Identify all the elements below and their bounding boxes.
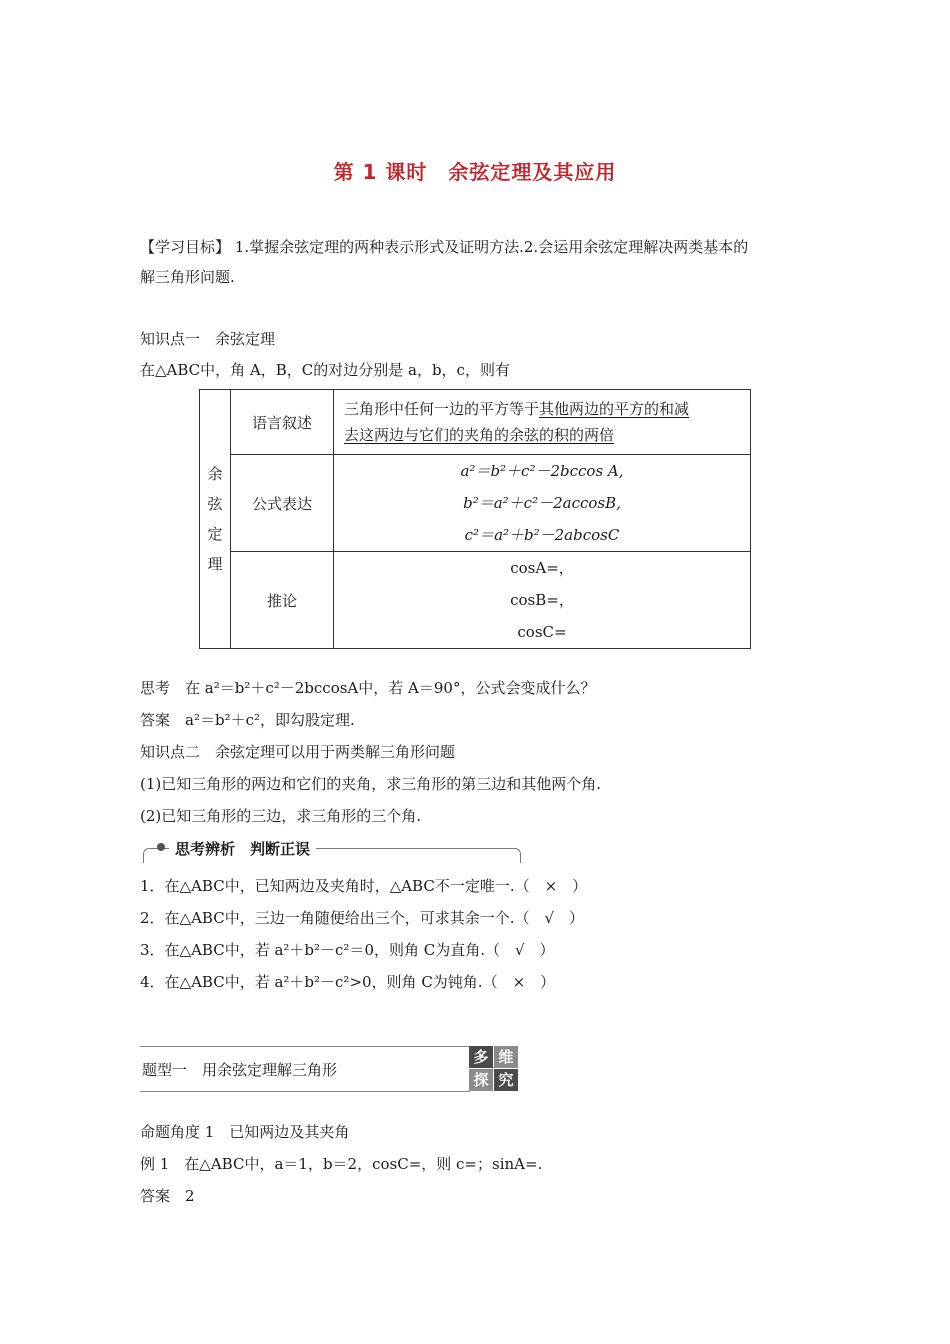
objective-text-2: 解三角形问题. [140,268,235,286]
objective-label: 【学习目标】 [140,238,231,256]
verbal-underlined-1: 其他两边的平方的和减 [539,400,690,418]
bullet-icon [157,843,165,851]
row-head-formula: 公式表达 [231,455,334,552]
verbal-plain: 三角形中任何一边的平方等于 [344,400,540,418]
answer-1: 答案 2 [140,1187,195,1205]
side-char: 定 [207,525,223,543]
page-title: 第 1 课时 余弦定理及其应用 [333,160,617,184]
objective-line-1 [140,237,748,257]
cos-a: cosA=， [510,559,574,577]
cosine-law-table [199,389,751,649]
think-answer: 答案 a²＝b²＋c²，即勾股定理. [140,711,355,729]
badge-char: 多 [469,1046,493,1068]
kp1-intro: 在△ABC中，角 A，B，C的对边分别是 a，b，c，则有 [140,361,510,379]
cos-c: cosC= [517,623,567,641]
side-char: 弦 [207,495,223,513]
section-header [140,1046,470,1092]
kp2-heading: 知识点二 余弦定理可以用于两类解三角形问题 [140,743,456,761]
badge-char: 探 [469,1069,493,1091]
formula-a: a²＝b²＋c²－2bccos A, [460,462,624,480]
judge-item-1: 1．在△ABC中，已知两边及夹角时，△ABC不一定唯一.（ × ） [140,877,588,895]
corollary-cell [334,552,751,649]
formula-cell [334,455,751,552]
side-char: 理 [207,555,223,573]
banner-label: 思考辨析 判断正误 [169,838,316,859]
judge-item-3: 3．在△ABC中，若 a²＋b²－c²＝0，则角 C为直角.（ √ ） [140,941,555,959]
row-head-corollary: 推论 [231,552,334,649]
objective-text-1: 1.掌握余弦定理的两种表示形式及证明方法.2.会运用余弦定理解决两类基本的 [234,238,749,256]
kp2-item-1: (1)已知三角形的两边和它们的夹角，求三角形的第三边和其他两个角. [140,775,602,793]
row-head-verbal: 语言叙述 [231,390,334,455]
judge-item-4: 4．在△ABC中，若 a²＋b²－c²>0，则角 C为钝角.（ × ） [140,973,556,991]
section-title: 题型一 用余弦定理解三角形 [142,1061,338,1079]
formula-b: b²＝a²＋c²－2accosB, [463,494,621,512]
think-question: 思考 在 a²＝b²＋c²－2bccosA中，若 A＝90°，公式会变成什么？ [140,679,596,697]
judge-item-2: 2．在△ABC中，三边一角随便给出三个，可求其余一个.（ √ ） [140,909,585,927]
badge-char: 维 [494,1046,518,1068]
kp1-heading: 知识点一 余弦定理 [140,330,276,348]
example-1: 例 1 在△ABC中，a＝1，b＝2，cosC=，则 c=；sinA=. [140,1155,543,1173]
multi-dim-badge [469,1046,519,1092]
cos-b: cosB=， [510,591,574,609]
kp2-item-2: (2)已知三角形的三边，求三角形的三个角. [140,807,422,825]
badge-char: 究 [494,1069,518,1091]
think-judge-banner [143,838,521,862]
table-side-label [200,390,231,649]
angle-heading: 命题角度 1 已知两边及其夹角 [140,1123,350,1141]
formula-c: c²＝a²＋b²－2abcosC [464,526,620,544]
verbal-statement [334,390,751,455]
side-char: 余 [207,465,223,483]
verbal-underlined-2: 去这两边与它们的夹角的余弦的积的两倍 [344,426,615,444]
